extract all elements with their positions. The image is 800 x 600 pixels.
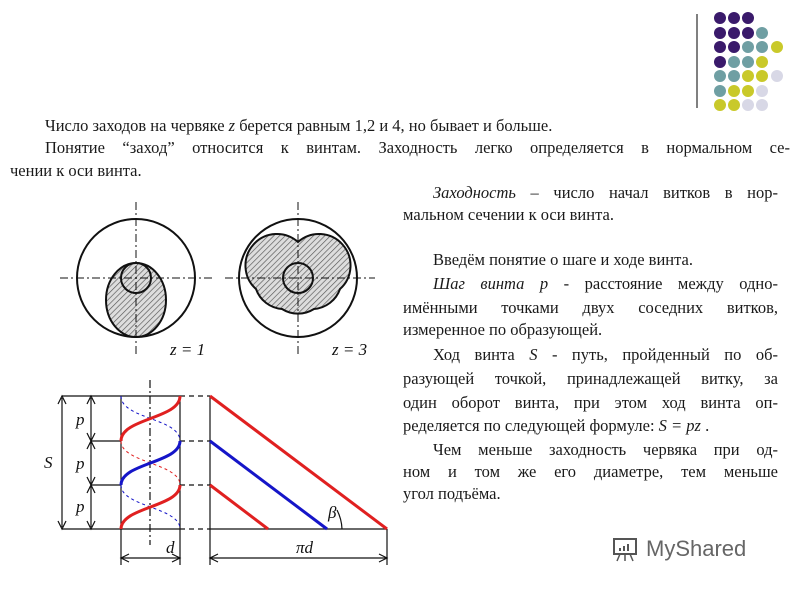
text: – число начал витков в нор- (515, 183, 778, 202)
section-z3 (225, 202, 375, 355)
right-line-12: ном и том же его диаметре, тем меньше (403, 462, 778, 481)
text: . (700, 416, 710, 435)
label-z3: z = 3 (332, 340, 368, 359)
label-d: d (166, 538, 175, 557)
label-pi-d: πd (296, 538, 314, 557)
text: - путь, пройденный по об- (537, 345, 778, 364)
right-line-9: один оборот винта, при этом ход винта оп- (403, 393, 778, 412)
term: Заходность (433, 183, 516, 202)
text: Число заходов на червяке (45, 116, 229, 135)
logo-text: MyShared (646, 536, 747, 561)
label-beta: β (328, 503, 337, 522)
label-p: p (76, 497, 85, 516)
text: берется равным 1,2 и 4, но бывает и больше. (235, 116, 553, 135)
right-line-5: имёнными точками двух соседних витков, (403, 298, 778, 317)
text: Ход винта (433, 345, 530, 364)
formula: S = pz (658, 416, 701, 435)
right-line-13: угол подъёма. (403, 484, 501, 503)
right-line-11: Чем меньше заходность червяка при од- (433, 440, 778, 459)
helix-development (58, 380, 387, 565)
label-p: p (76, 454, 85, 473)
presentation-board-icon (610, 536, 640, 562)
right-line-8: разующей точкой, принадлежащей витку, за (403, 369, 778, 388)
right-line-3: Введём понятие о шаге и ходе винта. (433, 250, 693, 269)
term: Шаг винта p (433, 274, 549, 293)
label-S: S (44, 453, 53, 472)
right-line-6: измеренное по образующей. (403, 320, 603, 339)
text: - расстояние между одно- (548, 274, 778, 293)
myshared-logo (610, 536, 746, 562)
section-z1 (60, 202, 212, 355)
label-z1: z = 1 (170, 340, 206, 359)
intro-line-2: Понятие “заход” относится к винтам. Заходность легко определяется в нормальном се- (45, 138, 790, 157)
term: S (529, 345, 538, 364)
intro-line-3: чении к оси винта. (10, 161, 142, 180)
label-p: p (76, 410, 85, 429)
right-line-2: мальном сечении к оси винта. (403, 205, 614, 224)
text: z (228, 116, 236, 135)
text: ределяется по следующей формуле: (403, 416, 659, 435)
